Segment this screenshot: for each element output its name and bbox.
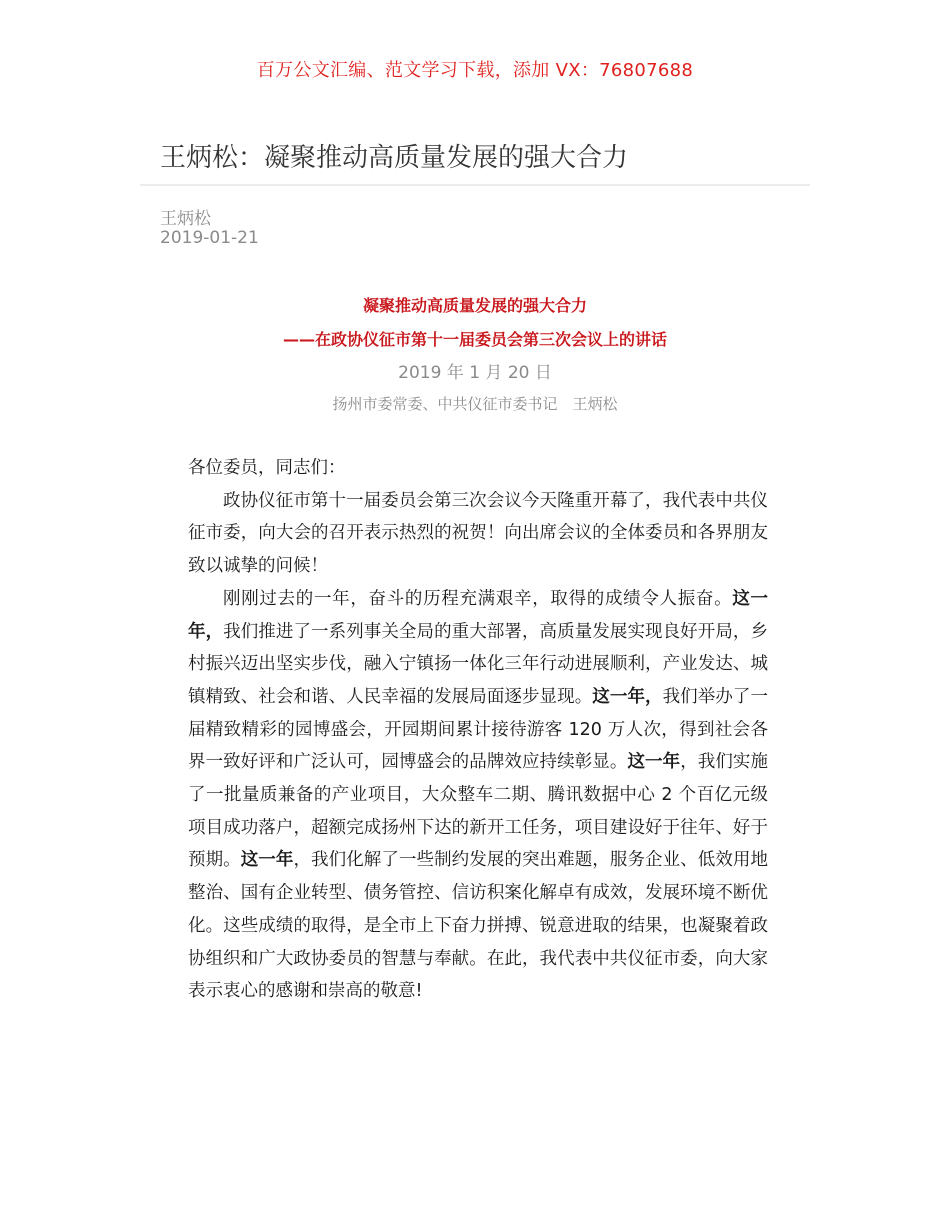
p2-emphasis-3: 这一年 <box>627 752 681 773</box>
p2-text-2: 我们推进了一系列事关全局的重大部署，高质量发展实现良好开局，乡村振兴迈出坚实步伐，融入宁镇扬一体化三年行动进展顺利，产业发达、城镇精致、社会和谐、人民幸福的发展局面逐步显现。 <box>188 621 768 707</box>
paragraph-1: 政协仪征市第十一届委员会第三次会议今天隆重开幕了，我代表中共仪征市委，向大会的召开表示热烈的祝贺！向出席会议的全体委员和各界朋友致以诚挚的问候！ <box>188 490 768 577</box>
p2-text-1: 刚刚过去的一年，奋斗的历程充满艰辛，取得的成绩令人振奋。 <box>223 588 733 609</box>
p2-emphasis-1: 这一年， <box>188 588 769 642</box>
title-divider <box>140 184 810 186</box>
article-author: 王炳松 <box>160 209 211 229</box>
article-body <box>188 452 768 1008</box>
p2-emphasis-4: 这一年 <box>240 850 294 871</box>
speech-date: 2019 年 1 月 20 日 <box>398 363 552 383</box>
p2-emphasis-2: 这一年， <box>592 686 663 707</box>
p2-text-5: ，我们化解了一些制约发展的突出难题，服务企业、低效用地整治、国有企业转型、债务管控、信访积案化解卓有成效，发展环境不断优化。这些成绩的取得，是全市上下奋力拼搏、锐意进取的结果，也凝聚着政协组织和广大政协委员的智慧与奉献。在此，我代表中共仪征市委，向大家表示衷心的感谢和崇高的敬意! <box>188 850 768 1002</box>
speaker-line: 扬州市委常委、中共仪征市委书记 王炳松 <box>332 395 618 413</box>
article-date: 2019-01-21 <box>160 228 259 248</box>
p2-text-3: 我们举办了一届精致精彩的园博盛会，开园期间累计接待游客 120 万人次，得到社会各界一致好评和广泛认可，园博盛会的品牌效应持续彰显。 <box>188 686 768 773</box>
paragraph-2 <box>188 583 768 1008</box>
promo-banner: 百万公文汇编、范文学习下载，添加 VX：76807688 <box>256 60 694 81</box>
article-title: 王炳松：凝聚推动高质量发展的强大合力 <box>160 143 629 173</box>
p2-text-4: ，我们实施了一批量质兼备的产业项目，大众整车二期、腾讯数据中心 2 个百亿元级项目成功落户，超额完成扬州下达的新开工任务，项目建设好于往年、好于预期。 <box>188 752 768 871</box>
salutation: 各位委员，同志们： <box>188 458 346 478</box>
speech-subheadline: ——在政协仪征市第十一届委员会第三次会议上的讲话 <box>282 330 667 349</box>
speech-headline: 凝聚推动高质量发展的强大合力 <box>362 296 587 315</box>
